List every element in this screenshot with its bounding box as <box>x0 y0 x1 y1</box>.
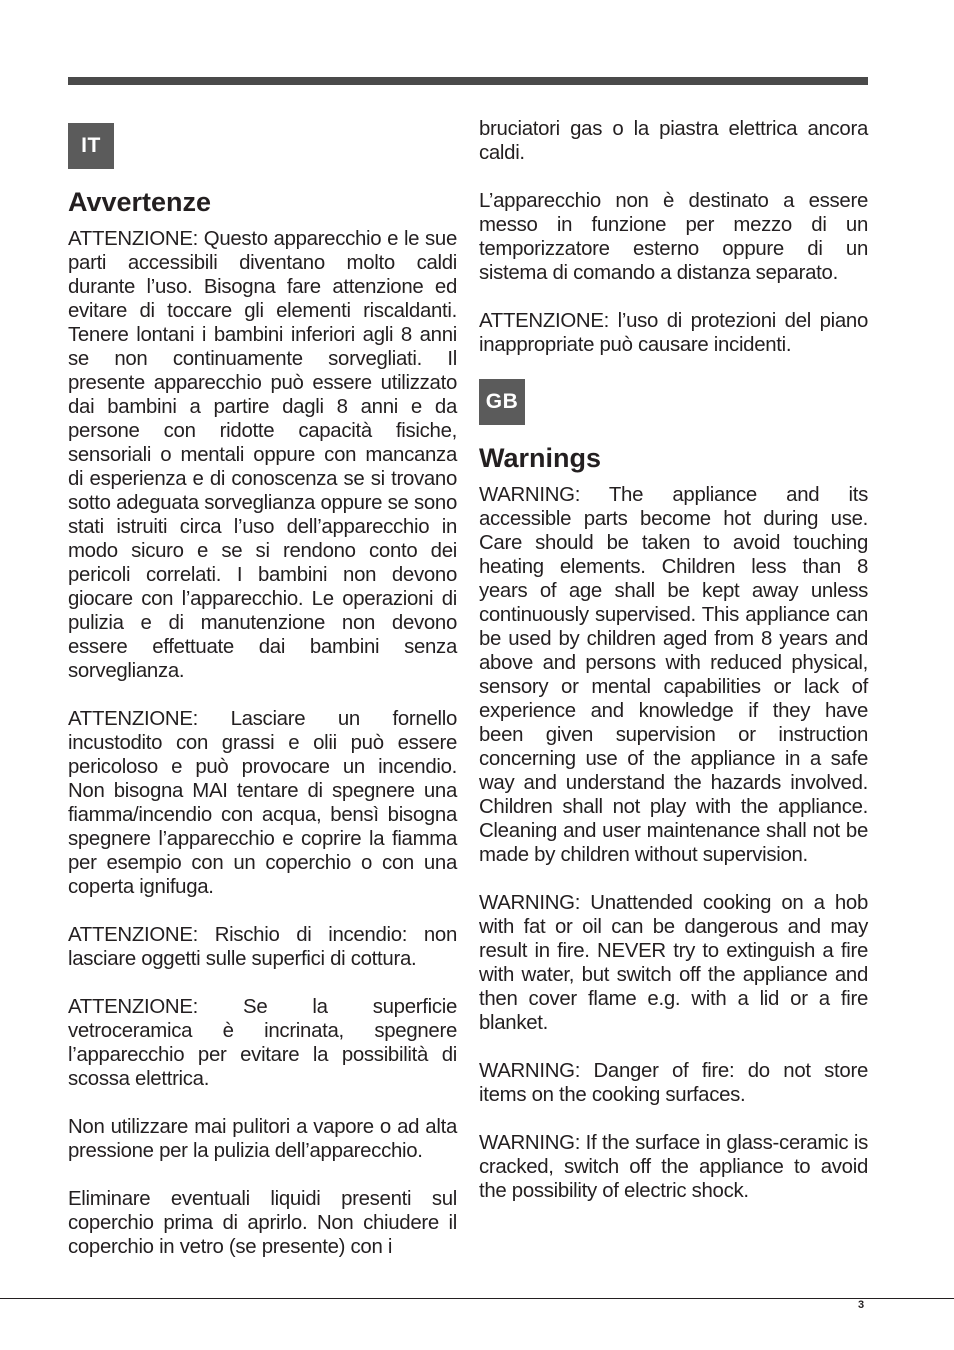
paragraph: Eliminare eventuali liquidi presenti sul coperchio prima di aprirlo. Non chiudere il coperchio in vetro (se presente) con i <box>68 1188 457 1258</box>
paragraph: ATTENZIONE: l’uso di protezioni del piano inappropriate può causare incidenti. <box>479 310 868 356</box>
paragraph: ATTENZIONE: Se la superficie vetroceramica è incrinata, spegnere l’apparecchio per evitare la possibilità di scossa elettrica. <box>68 996 457 1090</box>
language-badge-it: IT <box>68 123 114 169</box>
language-badge-gb: GB <box>479 379 525 425</box>
paragraph: bruciatori gas o la piastra elettrica ancora caldi. <box>479 118 868 164</box>
paragraph: Non utilizzare mai pulitori a vapore o ad alta pressione per la pulizia dell’apparecchio. <box>68 1116 457 1162</box>
italian-column <box>68 123 457 1259</box>
paragraph: ATTENZIONE: Lasciare un fornello incustodito con grassi e olii può essere pericoloso e può provocare un incendio. Non bisogna MAI tentare di spegnere una fiamma/incendio con acqua, bensì bisogna spegnere l’apparecchio e coprire la fiamma per esempio con un coperchio o con una coperta ignifuga. <box>68 708 457 898</box>
paragraph: WARNING: Danger of fire: do not store items on the cooking surfaces. <box>479 1060 868 1106</box>
top-rule <box>68 77 868 85</box>
paragraph: WARNING: If the surface in glass-ceramic is cracked, switch off the appliance to avoid the possibility of electric shock. <box>479 1132 868 1202</box>
paragraph: WARNING: The appliance and its accessible parts become hot during use. Care should be taken to avoid touching heating elements. Children less than 8 years of age shall be kept away unless continuously supervised. This appliance can be used by children aged from 8 years and above and persons with reduced physical, sensory or mental capabilities or lack of experience and knowledge if they have been given supervision or instruction concerning use of the appliance in a safe way and understand the hazards involved. Children shall not play with the appliance. Cleaning and user maintenance shall not be made by children without supervision. <box>479 484 868 866</box>
section-heading-avvertenze: Avvertenze <box>68 187 212 217</box>
english-column <box>479 117 868 1203</box>
paragraph: ATTENZIONE: Rischio di incendio: non lasciare oggetti sulle superfici di cottura. <box>68 924 457 970</box>
paragraph: WARNING: Unattended cooking on a hob with fat or oil can be dangerous and may result in fire. NEVER try to extinguish a fire with water, but switch off the appliance and then cover flame e.g. with a lid or a fire blanket. <box>479 892 868 1034</box>
page-number: 3 <box>858 1299 865 1311</box>
section-heading-warnings: Warnings <box>479 443 602 473</box>
paragraph: L’apparecchio non è destinato a essere messo in funzione per mezzo di un temporizzatore esterno oppure di un sistema di comando a distanza separato. <box>479 190 868 284</box>
paragraph: ATTENZIONE: Questo apparecchio e le sue parti accessibili diventano molto caldi durante l’uso. Bisogna fare attenzione ed evitare di toccare gli elementi riscaldanti. Tenere lontani i bambini inferiori agli 8 anni se non continuamente sorvegliati. Il presente apparecchio può essere utilizzato dai bambini a partire dagli 8 anni e da persone con ridotte capacità fisiche, sensoriali o mentali oppure con mancanza di esperienza e di conoscenza se si trovano sotto adeguata sorveglianza oppure se sono stati istruiti circa l’uso dell’apparecchio in modo sicuro e se si rendono conto dei pericoli correlati. I bambini non devono giocare con l’apparecchio. Le operazioni di pulizia e di manutenzione non devono essere effettuate dai bambini senza sorveglianza. <box>68 228 457 682</box>
bottom-rule <box>0 1298 954 1299</box>
